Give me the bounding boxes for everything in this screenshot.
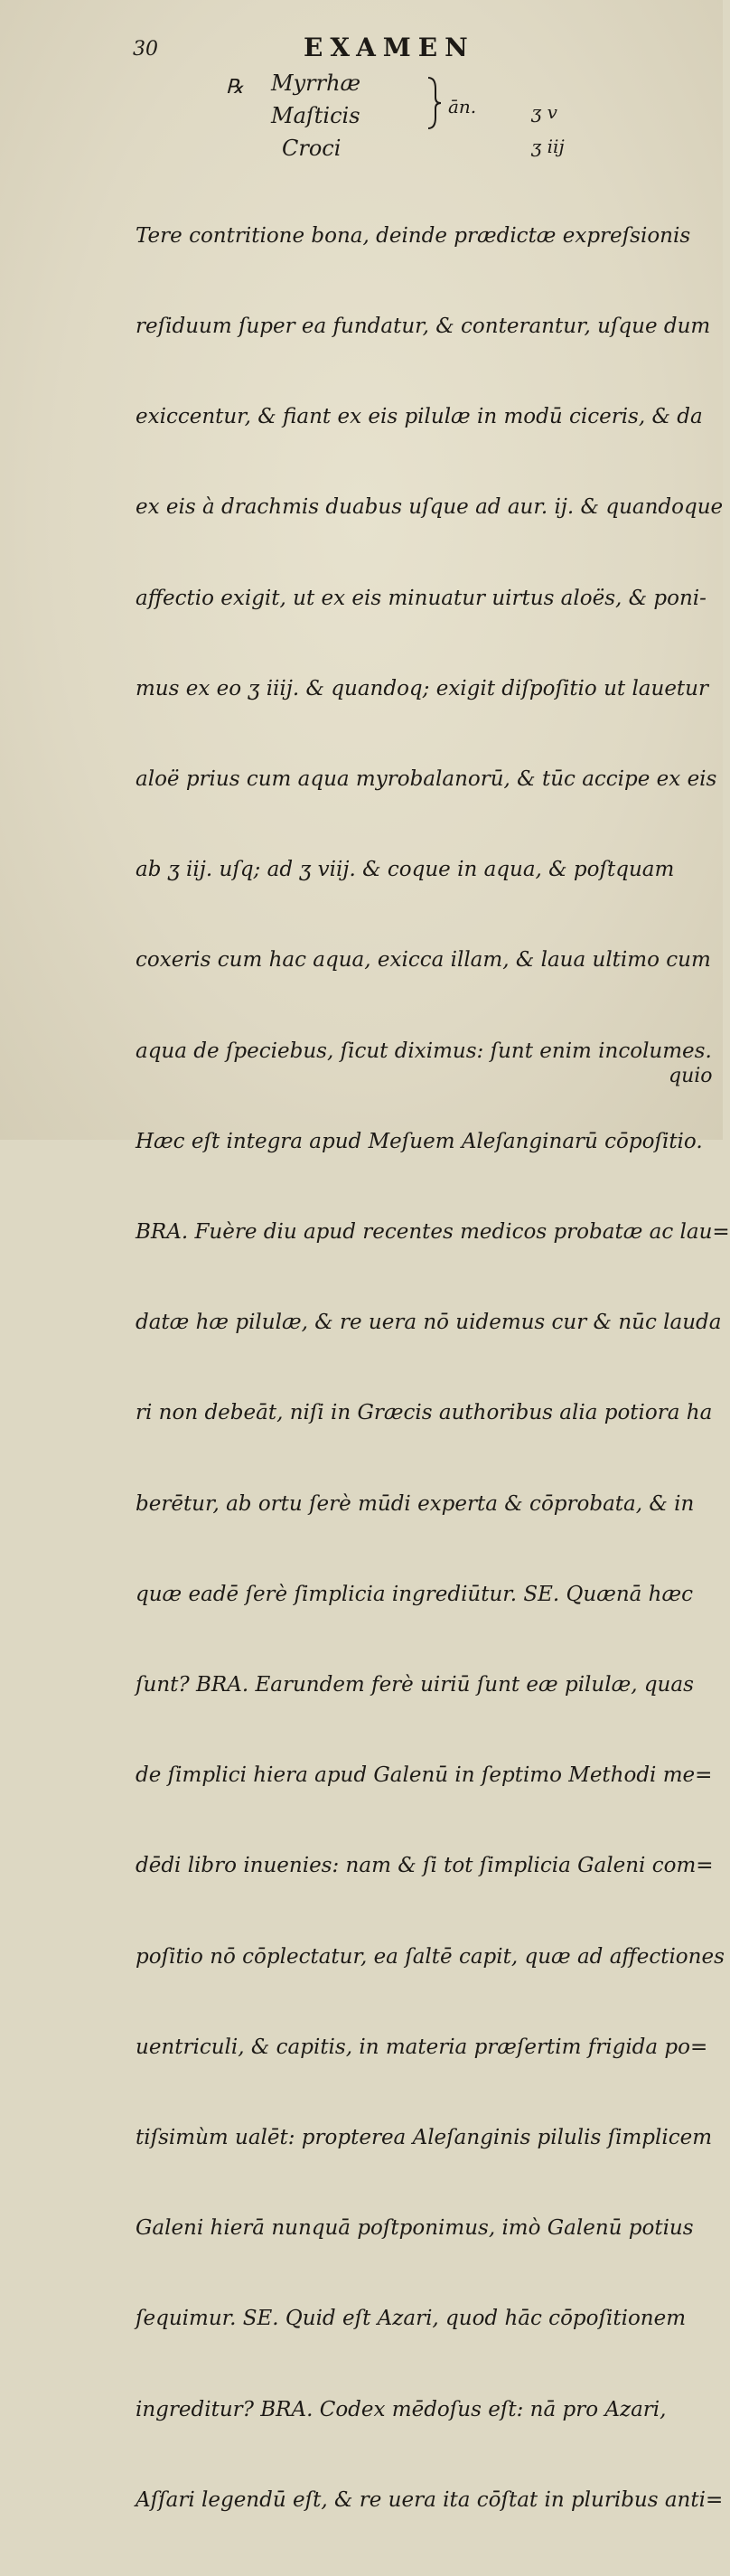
text-line: ſunt? BRA. Earundem ferè uiriū ſunt eæ pilulæ, quas — [136, 1673, 694, 1697]
ana-mark: ān. — [448, 96, 477, 118]
text-line: ab ʒ iij. uſq; ad ʒ viij. & coque in aqua, & poſtquam — [136, 858, 675, 882]
text-line: ſequimur. SE. Quid eſt Azari, quod hāc cōpoſitionem — [136, 2307, 687, 2331]
text-line: uentriculi, & capitis, in materia præſertim frigida po= — [136, 2035, 708, 2059]
text-line: datæ hæ pilulæ, & re uera nō uidemus cur & nūc lauda — [136, 1311, 722, 1335]
text-line: berētur, ab ortu ſerè mūdi experta & cōprobata, & in — [136, 1491, 695, 1516]
text-line: affectio exigit, ut ex eis minuatur uirtus aloës, & poni- — [136, 586, 707, 610]
ingredient-mastic: Maſticis — [271, 103, 360, 128]
text-line: poſitio nō cōplectatur, ea ſaltē capit, quæ ad affectiones — [136, 1944, 725, 1969]
dose-mastic: ʒ v — [531, 101, 557, 123]
recipe-block — [0, 71, 723, 161]
ingredient-saffron: Croci — [282, 136, 342, 161]
text-line: Hæc eſt integra apud Meſuem Aleſanginarū cōpoſitio. — [136, 1129, 703, 1153]
text-line: Aſſari legendū eſt, & re uera ita cōſtat in pluribus anti= — [136, 2487, 724, 2512]
text-line: Galeni hierā nunquā poſtponimus, imò Galenū potius — [136, 2216, 694, 2241]
text-line: ex eis à drachmis duabus uſque ad aur. ij. & quandoque — [136, 495, 724, 520]
rx-symbol: ℞ — [226, 76, 244, 99]
ingredient-myrrh: Myrrhæ — [271, 71, 361, 96]
text-line: mus ex eo ʒ iiij. & quandoq; exigit diſpoſitio ut lauetur — [136, 676, 708, 700]
running-head: EXAMEN — [304, 33, 475, 62]
text-line: ingreditur? BRA. Codex mēdoſus eſt: nā pro Azari, — [136, 2397, 667, 2421]
text-line: de ſimplici hiera apud Galenū in ſeptimo Methodi me= — [136, 1763, 713, 1788]
text-line: BRA. Fuère diu apud recentes medicos probatæ ac lau= — [136, 1220, 730, 1245]
catchword: quio — [669, 1065, 713, 1087]
text-line: reſiduum ſuper ea fundatur, & conterantur, uſque dum — [136, 315, 711, 339]
text-line: tiſsimùm ualēt: propterea Aleſanginis pilulis ſimplicem — [136, 2126, 713, 2150]
dose-saffron: ʒ iij — [531, 136, 565, 157]
body-text — [136, 161, 730, 2576]
text-line: exiccentur, & fiant ex eis pilulæ in modū ciceris, & da — [136, 405, 703, 429]
text-line: Tere contritione bona, deinde prædictæ expreſsionis — [136, 223, 691, 248]
text-line: aloë prius cum aqua myrobalanorū, & tūc accipe ex eis — [136, 767, 717, 792]
text-line: ri non debeāt, niſi in Græcis authoribus alia potiora ha — [136, 1401, 713, 1425]
text-line: dēdi libro inuenies: nam & ſi tot ſimplicia Galeni com= — [136, 1854, 714, 1878]
text-line: quæ eadē ſerè ſimplicia ingrediūtur. SE. Quænā hæc — [136, 1582, 693, 1606]
text-line: coxeris cum hac aqua, exicca illam, & laua ultimo cum — [136, 948, 711, 973]
text-line: aqua de ſpeciebus, ſicut diximus: ſunt enim incolumes. — [136, 1039, 712, 1063]
page-number: 30 — [133, 38, 158, 61]
brace-icon — [426, 76, 443, 130]
page-header — [0, 33, 723, 69]
